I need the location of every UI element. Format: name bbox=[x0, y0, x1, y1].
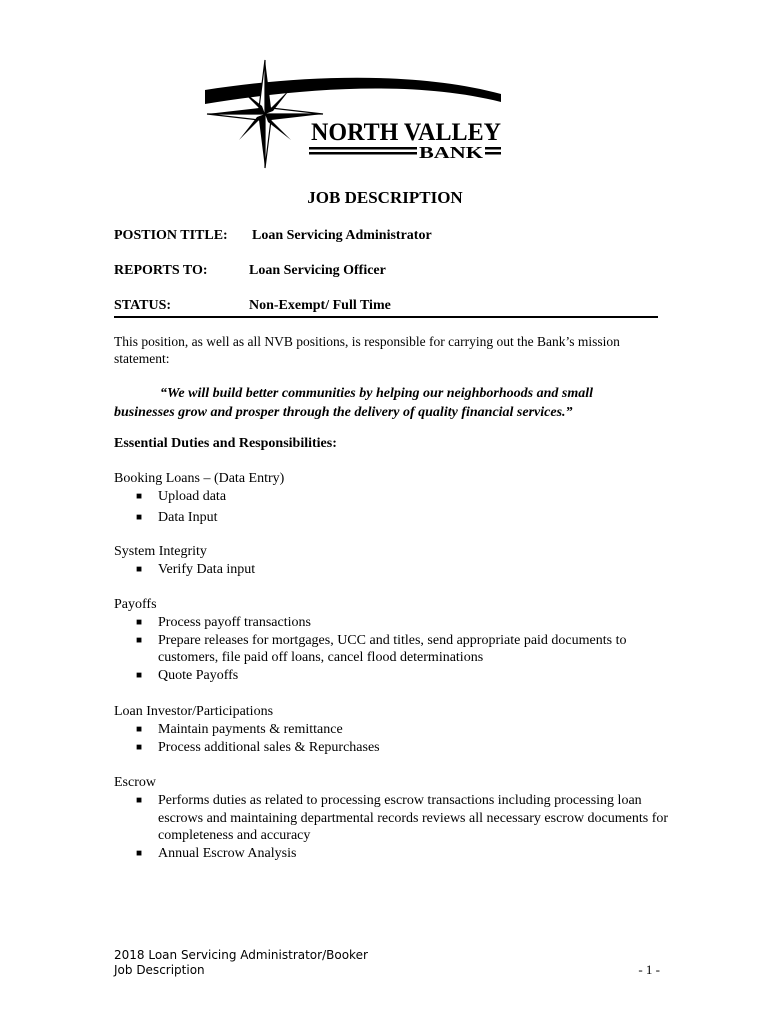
horizontal-rule bbox=[114, 316, 658, 318]
bullet-icon: ■ bbox=[136, 795, 143, 806]
field-label: REPORTS TO: bbox=[114, 263, 208, 278]
section-booking-loans bbox=[114, 470, 678, 526]
bullet-icon: ■ bbox=[136, 617, 143, 628]
intro-line: This position, as well as all NVB positions, is responsible for carrying out the Bank’s mission bbox=[114, 334, 620, 349]
list-item bbox=[114, 721, 678, 739]
list-item-text: Quote Payoffs bbox=[158, 667, 239, 683]
list-item bbox=[114, 509, 678, 527]
field-value: Non-Exempt/ Full Time bbox=[249, 298, 391, 313]
intro-line: statement: bbox=[114, 351, 170, 366]
footer-line: Job Description bbox=[114, 963, 205, 977]
section-system-integrity bbox=[114, 543, 678, 579]
list-item-text: Verify Data input bbox=[158, 562, 256, 577]
list-item-text: Maintain payments & remittance bbox=[158, 722, 343, 737]
list-item bbox=[114, 488, 678, 506]
document-title: JOB DESCRIPTION bbox=[307, 188, 463, 207]
list-item-text: Data Input bbox=[158, 509, 218, 525]
list-item bbox=[114, 561, 678, 579]
field-value: Loan Servicing Administrator bbox=[252, 228, 432, 243]
field-value: Loan Servicing Officer bbox=[249, 263, 386, 278]
section-heading: Loan Investor/Participations bbox=[114, 704, 274, 719]
mission-line: “We will build better communities by helping our neighborhoods and small bbox=[160, 386, 594, 401]
bullet-icon: ■ bbox=[136, 724, 143, 735]
footer-line: 2018 Loan Servicing Administrator/Booker bbox=[114, 948, 368, 962]
compass-star-icon bbox=[207, 60, 323, 168]
logo-wordmark-bank: BANK bbox=[419, 143, 484, 162]
list-item bbox=[114, 792, 678, 845]
list-item bbox=[114, 632, 678, 667]
page-footer bbox=[114, 948, 368, 978]
list-item-text: Upload data bbox=[158, 489, 227, 504]
list-item bbox=[114, 614, 678, 632]
bullet-icon: ■ bbox=[136, 741, 143, 753]
list-item-text: Process payoff transactions bbox=[158, 615, 311, 630]
section-loan-investor bbox=[114, 703, 678, 756]
section-heading: Booking Loans – (Data Entry) bbox=[114, 471, 285, 486]
intro-paragraph bbox=[114, 333, 662, 367]
bullet-icon: ■ bbox=[136, 491, 143, 502]
mission-statement bbox=[114, 384, 664, 422]
logo-wordmark-north-valley: NORTH VALLEY bbox=[311, 119, 501, 146]
logo-swoosh-shape bbox=[205, 78, 501, 104]
bullet-icon: ■ bbox=[136, 564, 143, 575]
mission-line: businesses grow and prosper through the delivery of quality financial services.” bbox=[114, 405, 573, 420]
list-item bbox=[114, 845, 678, 863]
list-item bbox=[114, 667, 678, 685]
bullet-icon: ■ bbox=[136, 511, 143, 523]
field-label: STATUS: bbox=[114, 298, 172, 313]
list-item-text: Performs duties as related to processing escrow transactions including processing loan escrows and maintaining departmental records reviews all necessary escrow documents for completeness and accuracy bbox=[158, 793, 669, 843]
field-label: POSTION TITLE: bbox=[114, 228, 228, 243]
section-heading: Escrow bbox=[114, 775, 156, 790]
north-valley-bank-logo bbox=[203, 58, 503, 170]
list-item bbox=[114, 739, 678, 757]
section-heading: Payoffs bbox=[114, 597, 157, 612]
section-payoffs bbox=[114, 596, 678, 684]
bullet-icon: ■ bbox=[136, 847, 143, 859]
bullet-icon: ■ bbox=[136, 669, 143, 681]
section-escrow bbox=[114, 774, 678, 862]
list-item-text: Annual Escrow Analysis bbox=[158, 845, 297, 861]
page-number: - 1 - bbox=[638, 962, 660, 977]
list-item-text: Prepare releases for mortgages, UCC and titles, send appropriate paid documents to customers, file paid off loans, cancel flood determinations bbox=[158, 632, 627, 665]
bullet-icon: ■ bbox=[136, 634, 143, 646]
section-heading: System Integrity bbox=[114, 544, 207, 559]
duties-heading: Essential Duties and Responsibilities: bbox=[114, 436, 337, 451]
list-item-text: Process additional sales & Repurchases bbox=[158, 739, 380, 755]
